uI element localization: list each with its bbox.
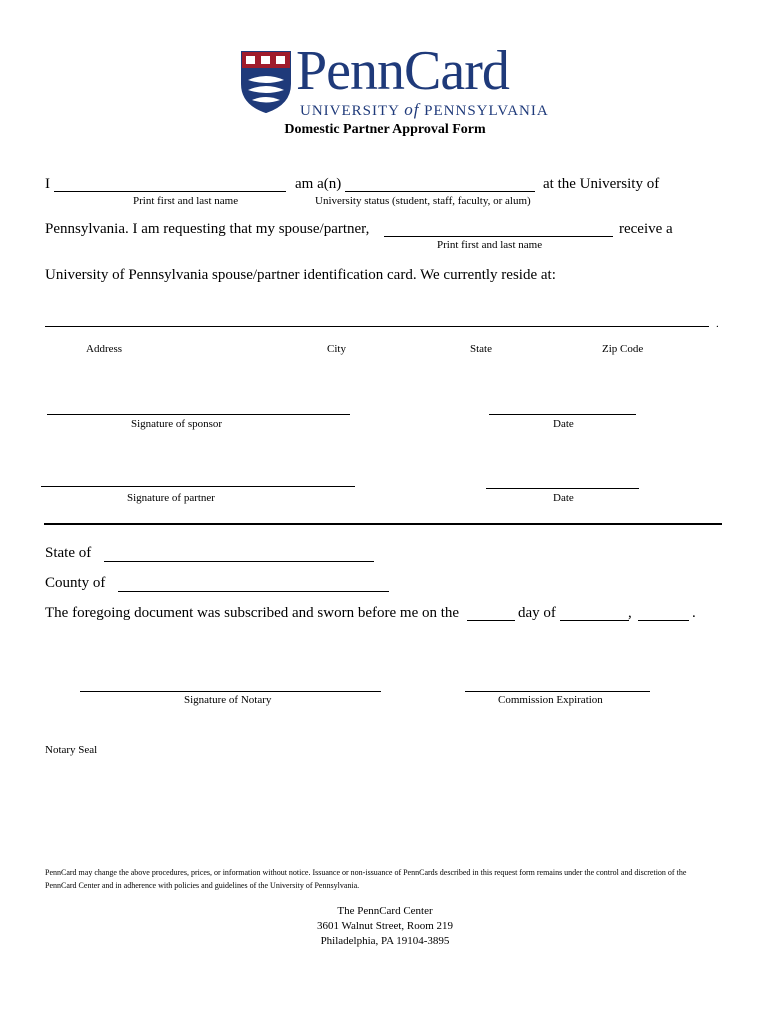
sponsor-date-field[interactable] [489,400,636,415]
commission-expiration-field[interactable] [465,678,650,692]
label-commission-expiration: Commission Expiration [498,694,603,706]
county-of-field[interactable] [118,576,389,592]
label-at-university: at the University of [543,176,660,192]
label-receive: receive a [619,221,673,237]
label-address: Address [86,343,123,355]
section-divider [44,523,722,525]
brand-name: PennCard [296,40,509,102]
label-reside: University of Pennsylvania spouse/partner identification card. We currently reside at: [45,267,556,283]
status-field[interactable] [345,176,535,192]
address-field[interactable] [45,314,709,327]
label-city: City [327,343,346,355]
brand-subtitle: UNIVERSITY of PENNSYLVANIA [300,100,549,119]
label-notary-seal: Notary Seal [45,744,98,756]
name-field[interactable] [54,176,286,192]
partner-name-field[interactable] [384,221,613,237]
label-sworn-before: The foregoing document was subscribed and sworn before me on the [45,605,460,621]
label-partner-signature: Signature of partner [127,492,215,504]
sworn-month-field[interactable] [560,605,629,621]
partner-signature-field[interactable] [41,472,355,487]
label-state-of: State of [45,545,92,561]
label-date-2: Date [553,492,574,504]
footer-address [0,904,770,949]
label-state: State [470,343,492,355]
footer-line-2: 3601 Walnut Street, Room 219 [316,920,454,932]
state-of-field[interactable] [104,546,374,562]
label-i: I [45,176,50,192]
footer-line-1: The PennCard Center [337,905,433,917]
notary-signature-field[interactable] [80,678,381,692]
label-notary-signature: Signature of Notary [184,694,272,706]
label-period: . [692,605,696,621]
label-zip: Zip Code [602,343,644,355]
penn-shield-logo [240,50,292,114]
hint-status: University status (student, staff, faculty, or alum) [315,195,531,207]
form-title: Domestic Partner Approval Form [284,122,486,137]
sponsor-signature-field[interactable] [47,400,350,415]
label-comma: , [628,605,632,621]
label-sponsor-signature: Signature of sponsor [131,418,223,430]
label-pennsylvania-request: Pennsylvania. I am requesting that my spouse/partner, [45,221,370,237]
hint-name: Print first and last name [133,195,239,207]
partner-date-field[interactable] [486,474,639,489]
disclaimer-text: PennCard may change the above procedures, prices, or information without notice. Issuance or non-issuance of PennCards described in this request form remains under the control and discretion of the PennCard Center and in adherence with policies and guidelines of the University of Pennsylvania. [45,868,687,890]
hint-partner-name: Print first and last name [437,239,543,251]
sworn-year-field[interactable] [638,605,689,621]
label-county-of: County of [45,575,106,591]
sworn-day-field[interactable] [467,605,515,621]
footer-line-3: Philadelphia, PA 19104-3895 [320,935,450,947]
label-date-1: Date [553,418,574,430]
label-day-of: day of [518,605,556,621]
address-period: . [716,318,719,330]
label-am-an: am a(n) [295,176,342,192]
